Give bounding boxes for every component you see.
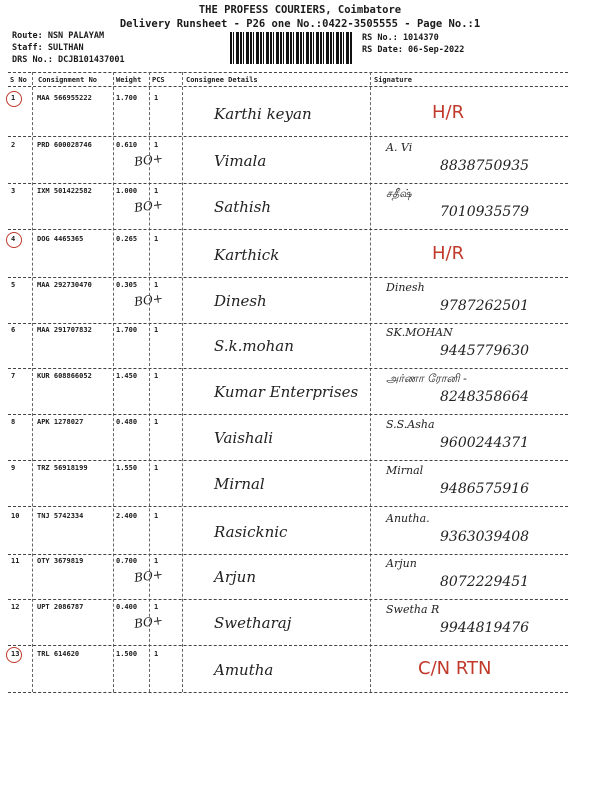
row-weight: 0.480	[116, 418, 138, 426]
row-sno: 5	[11, 281, 16, 289]
row-pcs: 1	[154, 512, 159, 520]
row-signature: 9787262501	[440, 298, 530, 314]
row-divider	[8, 554, 568, 555]
row-consignment-no: DOG 4465365	[37, 235, 84, 243]
row-consignee-name: Amutha	[214, 661, 274, 679]
row-consignment-no: TNJ 5742334	[37, 512, 84, 520]
row-pcs: 1	[154, 187, 159, 195]
row-divider	[8, 323, 568, 324]
sno-circle	[6, 647, 22, 663]
row-consignment-no: OTY 3679819	[37, 557, 84, 565]
title-line-2: Delivery Runsheet - P26 one No.:0422-3505555 - Page No.:1	[119, 18, 481, 30]
row-divider	[8, 599, 568, 600]
row-consignee-name: Karthick	[214, 246, 280, 264]
row-weight: 2.400	[116, 512, 138, 520]
row-signature: 8072229451	[440, 574, 530, 590]
row-signature: Mirnal	[386, 464, 424, 477]
row-signature: S.S.Asha	[386, 418, 435, 431]
row-consignee-name: Kumar Enterprises	[214, 383, 359, 401]
row-sno: 11	[11, 557, 20, 565]
row-signature: 8248358664	[440, 389, 530, 405]
row-consignment-no: TRZ 56918199	[37, 464, 88, 472]
row-signature: 8838750935	[440, 158, 530, 174]
row-divider	[8, 692, 568, 693]
row-consignee-name: Karthi keyan	[214, 105, 312, 123]
row-consignee-name: S.k.mohan	[214, 337, 294, 355]
row-consignee-name: Rasicknic	[214, 523, 288, 541]
row-weight: 0.305	[116, 281, 138, 289]
row-consignment-no: TRL 614620	[37, 650, 80, 658]
sno-circle	[6, 232, 22, 248]
row-signature: 9944819476	[440, 620, 530, 636]
row-weight: 1.550	[116, 464, 138, 472]
row-signature: H/R	[432, 102, 465, 123]
sno-circle	[6, 91, 22, 107]
row-consignee-name: Arjun	[214, 568, 256, 586]
row-pcs: 1	[154, 94, 159, 102]
row-pcs: 1	[154, 141, 159, 149]
row-divider	[8, 645, 568, 646]
row-signature: 7010935579	[440, 204, 530, 220]
rs-date: RS Date: 06-Sep-2022	[362, 45, 465, 55]
row-divider	[8, 460, 568, 461]
row-divider	[8, 277, 568, 278]
row-consignment-no: IXM 501422582	[37, 187, 92, 195]
row-consignment-no: KUR 608866052	[37, 372, 92, 380]
row-signature: சதீஷ்	[386, 187, 412, 200]
row-consignee-name: Swetharaj	[214, 614, 292, 632]
column-header-signature: Signature	[374, 76, 412, 84]
row-divider	[8, 136, 568, 137]
row-weight: 0.400	[116, 603, 138, 611]
row-sno: 2	[11, 141, 16, 149]
row-pcs: 1	[154, 235, 159, 243]
row-signature: A. Vi	[386, 141, 413, 154]
row-consignee-name: Mirnal	[214, 475, 265, 493]
row-consignment-no: MAA 566955222	[37, 94, 92, 102]
row-sno: 12	[11, 603, 20, 611]
row-consignment-no: UPT 2086787	[37, 603, 84, 611]
row-signature: Dinesh	[386, 281, 425, 294]
header-top-rule	[8, 72, 568, 73]
row-signature: 9445779630	[440, 343, 530, 359]
barcode	[230, 32, 352, 64]
row-handwritten-note: BO+	[133, 291, 164, 309]
row-consignee-name: Dinesh	[214, 292, 267, 310]
column-header-pcs: PCS	[152, 76, 165, 84]
row-signature: Anutha.	[386, 512, 430, 525]
row-sno: 13	[11, 650, 20, 658]
route-label: Route: NSN PALAYAM	[12, 31, 105, 41]
row-consignment-no: APK 1278027	[37, 418, 84, 426]
column-header-consignee: Consignee Details	[186, 76, 258, 84]
column-header-sno: S No	[10, 76, 27, 84]
row-pcs: 1	[154, 326, 159, 334]
row-weight: 1.500	[116, 650, 138, 658]
row-signature: Swetha R	[386, 603, 440, 616]
row-weight: 0.700	[116, 557, 138, 565]
header-bottom-rule	[8, 86, 568, 87]
row-signature: 9486575916	[440, 481, 530, 497]
row-consignment-no: MAA 291707832	[37, 326, 92, 334]
row-sno: 3	[11, 187, 16, 195]
row-handwritten-note: BO+	[133, 151, 164, 169]
column-header-consignment: Consignment No	[38, 76, 98, 84]
row-divider	[8, 506, 568, 507]
row-sno: 8	[11, 418, 16, 426]
row-signature: H/R	[432, 243, 465, 264]
rs-number: RS No.: 1014370	[362, 33, 439, 43]
row-signature: 9600244371	[440, 435, 530, 451]
row-pcs: 1	[154, 650, 159, 658]
row-sno: 10	[11, 512, 20, 520]
row-consignment-no: PRD 600028746	[37, 141, 92, 149]
row-pcs: 1	[154, 418, 159, 426]
drs-number: DRS No.: DCJB101437001	[12, 55, 125, 65]
row-pcs: 1	[154, 372, 159, 380]
row-divider	[8, 229, 568, 230]
row-weight: 1.700	[116, 94, 138, 102]
row-pcs: 1	[154, 464, 159, 472]
title-line-1: THE PROFESS COURIERS, Coimbatore	[198, 4, 402, 16]
row-handwritten-note: BO+	[133, 197, 164, 215]
row-signature: C/N RTN	[418, 658, 492, 679]
row-weight: 1.700	[116, 326, 138, 334]
row-weight: 1.450	[116, 372, 138, 380]
row-sno: 6	[11, 326, 16, 334]
row-signature: SK.MOHAN	[386, 326, 453, 339]
column-header-weight: Weight	[116, 76, 142, 84]
row-weight: 0.265	[116, 235, 138, 243]
row-sno: 9	[11, 464, 16, 472]
row-divider	[8, 368, 568, 369]
row-weight: 0.610	[116, 141, 138, 149]
row-handwritten-note: BO+	[133, 613, 164, 631]
row-sno: 4	[11, 235, 16, 243]
row-signature: 9363039408	[440, 529, 530, 545]
row-weight: 1.000	[116, 187, 138, 195]
row-signature: அர்ணா ரோனி -	[386, 372, 467, 385]
row-sno: 7	[11, 372, 16, 380]
row-signature: Arjun	[386, 557, 417, 570]
row-pcs: 1	[154, 557, 159, 565]
row-consignment-no: MAA 292730470	[37, 281, 92, 289]
row-pcs: 1	[154, 281, 159, 289]
row-divider	[8, 414, 568, 415]
row-consignee-name: Vaishali	[214, 429, 274, 447]
row-handwritten-note: BO+	[133, 567, 164, 585]
staff-label: Staff: SULTHAN	[12, 43, 84, 53]
row-divider	[8, 183, 568, 184]
row-sno: 1	[11, 94, 16, 102]
row-consignee-name: Vimala	[214, 152, 267, 170]
row-consignee-name: Sathish	[214, 198, 272, 216]
row-pcs: 1	[154, 603, 159, 611]
